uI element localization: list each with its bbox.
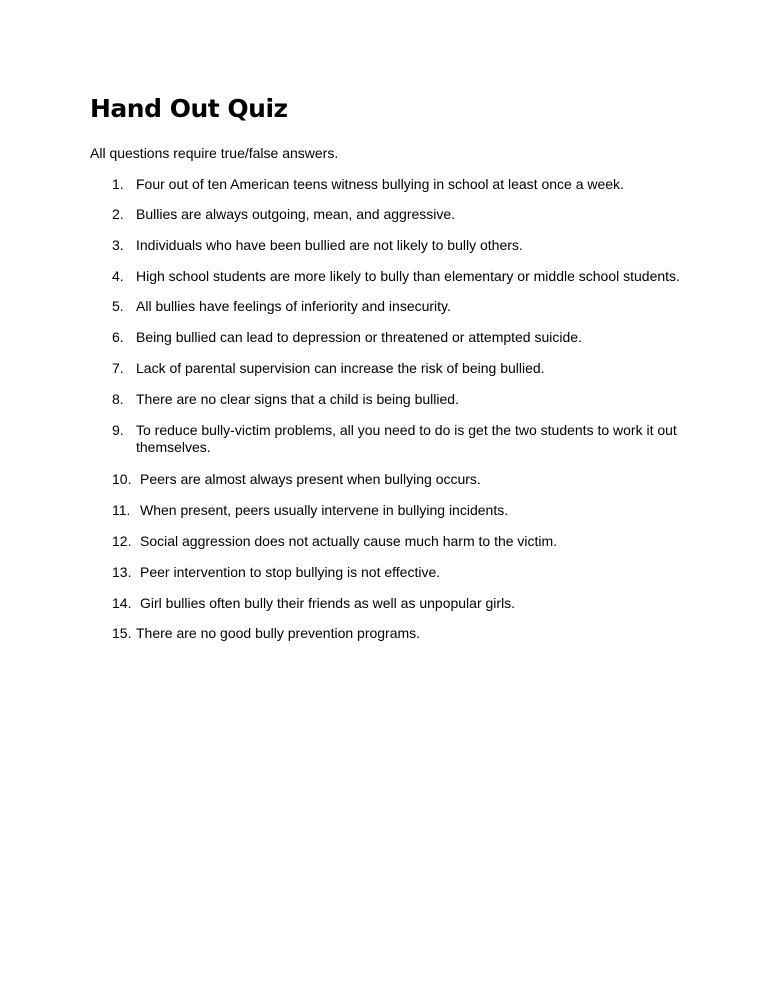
question-text: Being bullied can lead to depression or threatened or attempted suicide.	[136, 329, 582, 345]
question-number: 8.	[112, 391, 124, 407]
question-number: 10.	[112, 471, 132, 487]
question-text: Girl bullies often bully their friends as well as unpopular girls.	[140, 595, 516, 611]
question-text: Four out of ten American teens witness bullying in school at least once a week.	[136, 176, 624, 192]
question-text: Lack of parental supervision can increase the risk of being bullied.	[136, 360, 545, 376]
question-number: 5.	[112, 298, 124, 314]
page-title: Hand Out Quiz	[90, 94, 288, 123]
question-item	[112, 176, 712, 193]
question-item	[112, 502, 712, 519]
question-item	[112, 595, 712, 612]
question-text: There are no clear signs that a child is being bullied.	[136, 391, 459, 407]
question-text: Individuals who have been bullied are not likely to bully others.	[136, 237, 523, 253]
question-item	[112, 298, 712, 315]
question-text: Bullies are always outgoing, mean, and aggressive.	[136, 206, 456, 222]
question-item	[112, 237, 712, 254]
question-text: To reduce bully-victim problems, all you need to do is get the two students to work it out themselves.	[136, 422, 677, 455]
question-item	[112, 360, 712, 377]
question-number: 11.	[112, 502, 131, 518]
question-item	[112, 625, 712, 642]
question-item	[112, 533, 712, 550]
question-number: 3.	[112, 237, 124, 253]
question-number: 15.	[112, 625, 132, 641]
question-number: 7.	[112, 360, 124, 376]
question-number: 4.	[112, 268, 124, 284]
question-text: Peer intervention to stop bullying is not effective.	[140, 564, 441, 580]
question-number: 12.	[112, 533, 132, 549]
question-number: 9.	[112, 422, 124, 438]
question-number: 14.	[112, 595, 132, 611]
question-item	[112, 206, 712, 223]
question-item	[112, 564, 712, 581]
instructions-text: All questions require true/false answers.	[90, 145, 339, 161]
question-number: 6.	[112, 329, 124, 345]
question-text: Peers are almost always present when bullying occurs.	[140, 471, 481, 487]
question-text: When present, peers usually intervene in bullying incidents.	[140, 502, 509, 518]
question-item	[112, 471, 712, 488]
question-text: There are no good bully prevention programs.	[136, 625, 421, 641]
question-number: 13.	[112, 564, 132, 580]
question-text: All bullies have feelings of inferiority and insecurity.	[136, 298, 451, 314]
question-item	[112, 391, 712, 408]
question-number: 2.	[112, 206, 124, 222]
question-item	[112, 329, 712, 346]
question-text: High school students are more likely to bully than elementary or middle school students.	[136, 268, 680, 284]
question-text: Social aggression does not actually cause much harm to the victim.	[140, 533, 558, 549]
question-number: 1.	[112, 176, 124, 192]
question-item	[112, 422, 712, 456]
question-item	[112, 268, 712, 285]
